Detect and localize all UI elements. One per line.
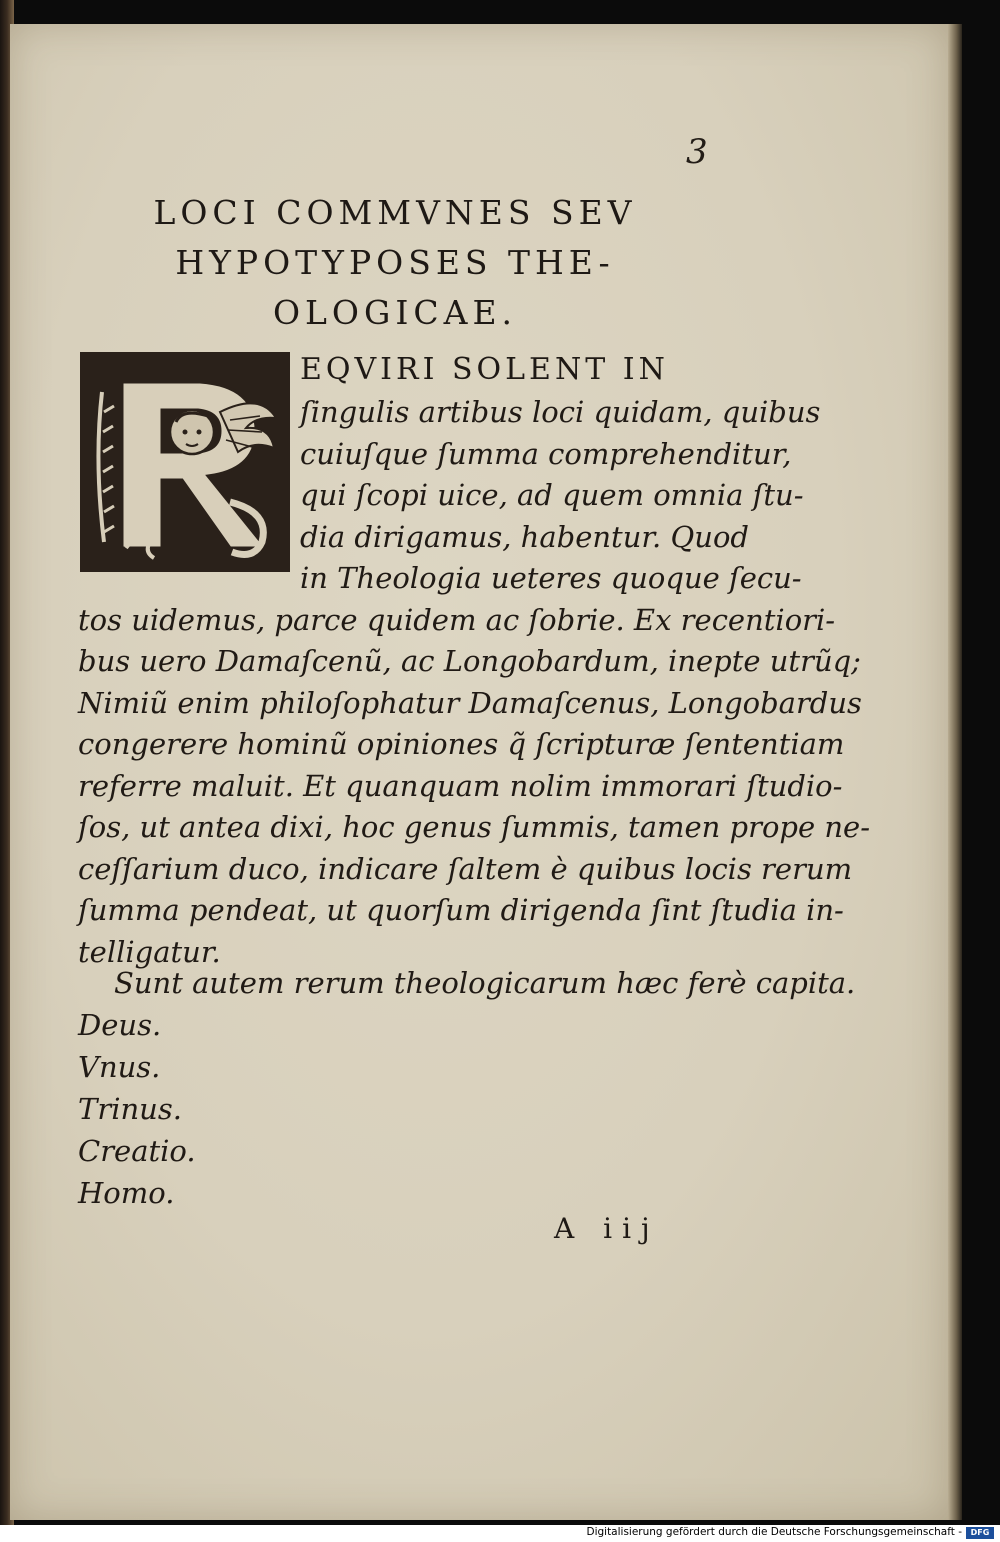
body-line: in Theologia ueteres quoque ſecu-: [300, 561, 802, 595]
list-item: Homo.: [78, 1176, 175, 1210]
page-heading: [140, 188, 650, 338]
body-line: ſos, ut antea dixi, hoc genus ſummis, tamen prope ne-: [78, 810, 871, 844]
opening-small-caps-line: EQVIRI SOLENT IN: [300, 352, 669, 387]
dfg-logo-icon: DFG: [966, 1527, 994, 1539]
folio-number: 3: [686, 132, 708, 172]
body-line: tos uidemus, parce quidem ac ſobrie. Ex recentiori-: [78, 602, 836, 637]
list-item: Vnus.: [78, 1050, 161, 1084]
body-line: ceſſarium duco, indicare ſaltem è quibus locis rerum: [78, 851, 853, 886]
topics-list: [78, 962, 856, 1214]
body-line: bus uero Damaſcenũ, ac Longobardum, inepte utrũq;: [78, 644, 861, 678]
body-line: ſumma pendeat, ut quorſum dirigenda ſint ſtudia in-: [78, 893, 844, 927]
funding-credit: Digitalisierung gefördert durch die Deutsche Forschungsgemeinschaft -: [586, 1526, 962, 1538]
body-line: Nimiũ enim philoſophatur Damaſcenus, Longobardus: [78, 685, 862, 720]
body-line: referre maluit. Et quanquam nolim immorari ſtudio-: [78, 768, 843, 803]
body-paragraph: [78, 392, 871, 973]
body-line: qui ſcopi uice, ad quem omnia ſtu-: [300, 478, 804, 512]
heading-line-2: HYPOTYPOSES THE-: [175, 243, 615, 282]
body-line: telligatur.: [78, 934, 221, 969]
body-line: cuiuſque ſumma comprehenditur,: [300, 436, 792, 471]
list-item: Trinus.: [78, 1092, 182, 1126]
body-line: dia dirigamus, habentur. Quod: [300, 519, 749, 554]
heading-line-3: OLOGICAE.: [272, 293, 518, 332]
body-line: congerere hominũ opiniones q̃ ſcripturæ ſententiam: [78, 727, 845, 761]
list-item: Creatio.: [78, 1134, 196, 1168]
body-line: ſingulis artibus loci quidam, quibus: [300, 395, 821, 429]
signature-mark: A iij: [554, 1212, 660, 1245]
list-intro: Sunt autem rerum theologicarum hæc ferè capita.: [114, 966, 856, 1000]
list-item: Deus.: [78, 1008, 162, 1042]
page-edge: [948, 24, 962, 1520]
heading-line-1: LOCI COMMVNES SEV: [153, 193, 637, 232]
